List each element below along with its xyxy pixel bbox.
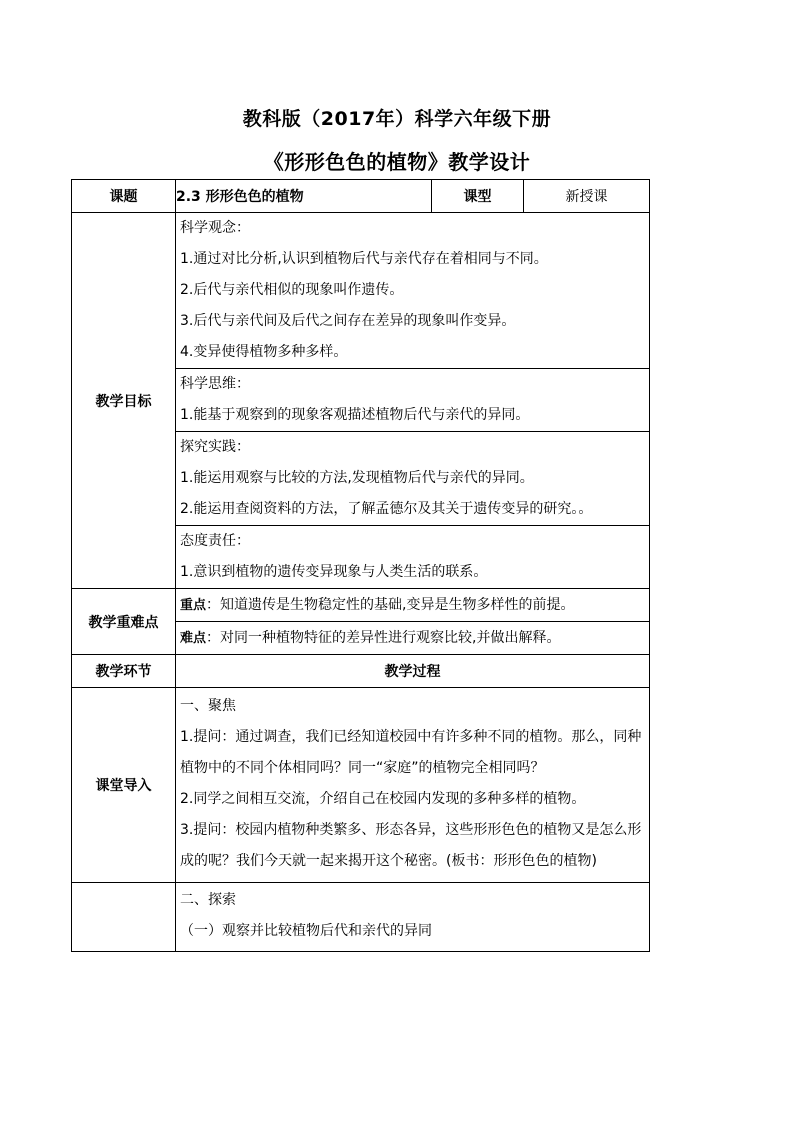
objective-item: 3.后代与亲代间及后代之间存在差异的现象叫作变异。 xyxy=(180,313,516,329)
objective-item: 1.意识到植物的遗传变异现象与人类生活的联系。 xyxy=(180,564,488,580)
objective-heading: 科学思维： xyxy=(180,376,250,392)
difficulty-line xyxy=(176,621,649,654)
intro-heading: 一、聚焦 xyxy=(180,698,236,714)
document-subtitle: 《形形色色的植物》教学设计 xyxy=(263,150,531,174)
objective-heading: 科学观念： xyxy=(180,220,250,236)
explore-heading: 二、探索 xyxy=(180,892,236,908)
explore-label xyxy=(72,883,176,952)
objective-item: 1.能运用观察与比较的方法,发现植物后代与亲代的异同。 xyxy=(180,470,534,486)
intro-paragraph: 2.同学之间相互交流，介绍自己在校园内发现的多种多样的植物。 xyxy=(180,791,586,807)
intro-paragraph: 3.提问：校园内植物种类繁多、形态各异，这些形形色色的植物又是怎么形成的呢？我们今天就一起来揭开这个秘密。(板书：形形色色的植物) xyxy=(180,822,642,869)
objective-item: 4.变异使得植物多种多样。 xyxy=(180,344,348,360)
objective-group-attitude xyxy=(176,525,649,588)
document-title: 教科版（2017年）科学六年级下册 xyxy=(242,108,552,130)
objectives-row xyxy=(72,213,650,589)
objectives-content xyxy=(176,213,650,589)
focus-line xyxy=(176,589,649,621)
objective-heading: 探究实践： xyxy=(180,439,250,455)
type-label: 课型 xyxy=(432,180,524,213)
difficulty-label: 难点 xyxy=(180,631,207,646)
explore-subheading: （一）观察并比较植物后代和亲代的异同 xyxy=(180,923,432,939)
lesson-plan-table xyxy=(71,179,650,952)
topic-row xyxy=(72,180,650,213)
process-header: 教学过程 xyxy=(176,655,650,688)
focus-label: 重点 xyxy=(180,598,207,613)
topic-label: 课题 xyxy=(72,180,176,213)
objective-item: 2.后代与亲代相似的现象叫作遗传。 xyxy=(180,282,404,298)
key-points-content xyxy=(176,589,650,655)
topic-value: 2.3 形形色色的植物 xyxy=(176,180,432,213)
link-header: 教学环节 xyxy=(72,655,176,688)
key-points-row xyxy=(72,589,650,655)
objective-group-practice xyxy=(176,431,649,525)
explore-row xyxy=(72,883,650,952)
objective-group-thinking xyxy=(176,368,649,431)
type-value: 新授课 xyxy=(524,180,650,213)
objective-item: 1.通过对比分析,认识到植物后代与亲代存在着相同与不同。 xyxy=(180,251,548,267)
objective-heading: 态度责任： xyxy=(180,533,250,549)
key-points-label: 教学重难点 xyxy=(72,589,176,655)
difficulty-text: ：对同一种植物特征的差异性进行观察比较,并做出解释。 xyxy=(206,630,561,646)
objective-item: 2.能运用查阅资料的方法，了解孟德尔及其关于遗传变异的研究。。 xyxy=(180,501,593,517)
intro-content xyxy=(176,688,650,883)
intro-label: 课堂导入 xyxy=(72,688,176,883)
objectives-label: 教学目标 xyxy=(72,213,176,589)
focus-text: ：知道遗传是生物稳定性的基础,变异是生物多样性的前提。 xyxy=(206,597,575,613)
intro-row xyxy=(72,688,650,883)
explore-content xyxy=(176,883,650,952)
objective-group-concept xyxy=(176,213,649,368)
process-header-row xyxy=(72,655,650,688)
objective-item: 1.能基于观察到的现象客观描述植物后代与亲代的异同。 xyxy=(180,407,530,423)
intro-paragraph: 1.提问：通过调查，我们已经知道校园中有许多种不同的植物。那么，同种植物中的不同个体相同吗？同一“家庭”的植物完全相同吗？ xyxy=(180,729,642,776)
